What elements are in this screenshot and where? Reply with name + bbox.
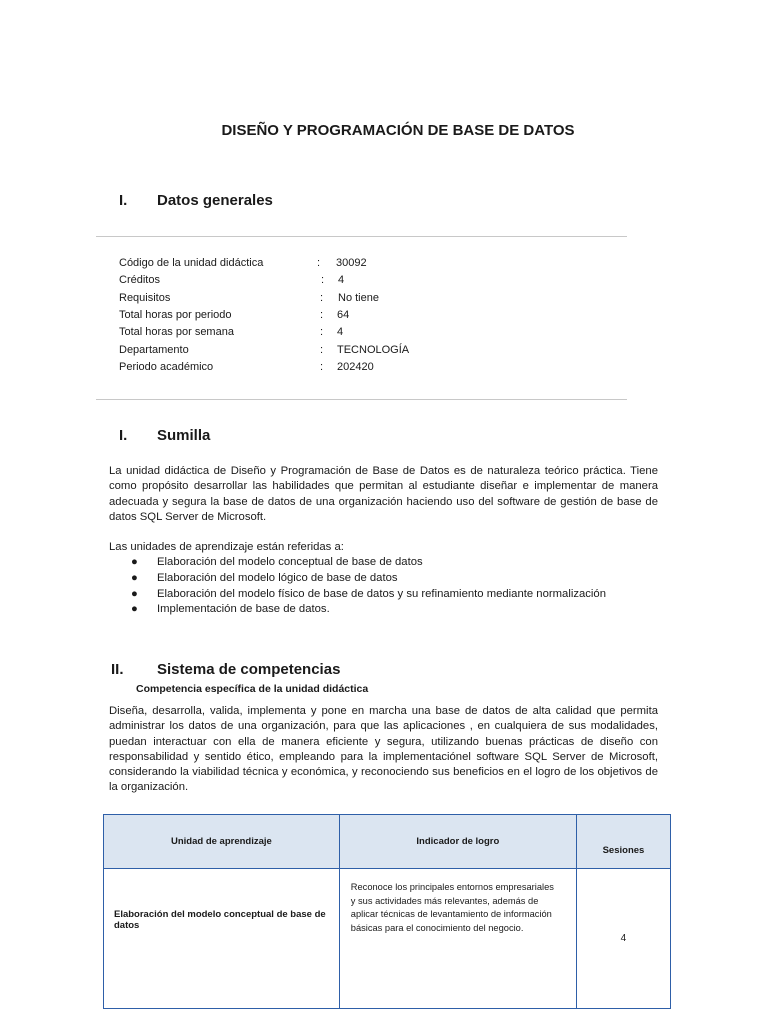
list-item bbox=[109, 571, 658, 586]
competence-subtitle: Competencia específica de la unidad didáctica bbox=[136, 683, 369, 695]
units-list bbox=[109, 555, 658, 618]
section-number: I. bbox=[119, 192, 128, 209]
list-item bbox=[109, 587, 658, 602]
info-value: 30092 bbox=[336, 257, 367, 269]
section-title-sumilla: Sumilla bbox=[157, 427, 211, 444]
bullet-icon: ● bbox=[131, 556, 138, 568]
info-label: Requisitos bbox=[119, 292, 171, 304]
info-label: Total horas por semana bbox=[119, 326, 234, 338]
info-label: Créditos bbox=[119, 274, 160, 286]
section-number: II. bbox=[111, 661, 124, 678]
list-item bbox=[109, 602, 658, 617]
divider bbox=[96, 236, 627, 237]
document-title: DISEÑO Y PROGRAMACIÓN DE BASE DE DATOS bbox=[221, 122, 575, 139]
section-number: I. bbox=[119, 427, 128, 444]
info-value: 4 bbox=[337, 326, 344, 338]
table-row bbox=[104, 869, 671, 1009]
info-value: 4 bbox=[338, 274, 345, 286]
table-cell-unit: Elaboración del modelo conceptual de base de datos bbox=[104, 869, 340, 1009]
info-label: Departamento bbox=[119, 344, 189, 356]
info-separator: : bbox=[317, 257, 321, 269]
list-item-text: Elaboración del modelo físico de base de datos y su refinamiento mediante normalización bbox=[157, 587, 606, 600]
bullet-icon: ● bbox=[131, 571, 138, 584]
info-separator: : bbox=[320, 361, 324, 373]
info-separator: : bbox=[320, 309, 324, 321]
info-label: Total horas por periodo bbox=[119, 309, 232, 321]
units-table bbox=[103, 814, 671, 1009]
info-label: Periodo académico bbox=[119, 361, 214, 373]
column-header-indicator: Indicador de logro bbox=[339, 815, 576, 869]
divider bbox=[96, 399, 627, 400]
info-value: 64 bbox=[337, 309, 350, 321]
bullet-icon: ● bbox=[131, 603, 138, 616]
table-cell-sessions: 4 bbox=[576, 869, 670, 1009]
column-header-unit: Unidad de aprendizaje bbox=[104, 815, 340, 869]
list-item bbox=[109, 555, 658, 570]
table-cell-indicator: Reconoce los principales entornos empresariales y sus actividades más relevantes, además de aplicar técnicas de levantamiento de información básicas para el conocimiento del negocio. bbox=[339, 869, 576, 1009]
info-separator: : bbox=[321, 274, 325, 286]
list-item-text: Elaboración del modelo lógico de base de datos bbox=[157, 571, 398, 584]
info-label: Código de la unidad didáctica bbox=[119, 257, 264, 269]
bullet-icon: ● bbox=[131, 587, 138, 600]
table-header-row bbox=[104, 815, 671, 869]
info-separator: : bbox=[320, 344, 324, 356]
list-item-text: Implementación de base de datos. bbox=[157, 603, 330, 616]
sumilla-paragraph: La unidad didáctica de Diseño y Programación de Base de Datos es de naturaleza teórico práctica. Tiene como propósito desarrollar las habilidades que permitan al estudiante diseñar e implementar de manera adecuada y segura la base de datos de una organización haciendo uso del software de gestión de base de datos SQL Server de Microsoft. bbox=[109, 465, 658, 523]
column-header-sessions: Sesiones bbox=[576, 815, 670, 869]
info-separator: : bbox=[320, 326, 324, 338]
section-title-datos-generales: Datos generales bbox=[157, 192, 273, 209]
section-title-competencias: Sistema de competencias bbox=[157, 661, 341, 678]
info-separator: : bbox=[320, 292, 324, 304]
units-intro: Las unidades de aprendizaje están referidas a: bbox=[109, 541, 344, 553]
info-value: No tiene bbox=[338, 292, 379, 304]
info-value: 202420 bbox=[337, 361, 374, 373]
competence-paragraph: Diseña, desarrolla, valida, implementa y pone en marcha una base de datos de alta calidad que permita administrar los datos de una organización, para que las aplicaciones , en cualquiera de sus modalidades, puedan interactuar con ella de manera eficiente y segura, utilizando buenas prácticas de diseño con responsabilidad y sentido ético, empleando para la implementaciónel software SQL Server de Microsoft, considerando la viabilidad técnica y económica, y reconociendo sus beneficios en el logro de los objetivos de la organización. bbox=[109, 705, 658, 794]
info-value: TECNOLOGÍA bbox=[337, 344, 410, 356]
list-item-text: Elaboración del modelo conceptual de base de datos bbox=[157, 556, 423, 568]
